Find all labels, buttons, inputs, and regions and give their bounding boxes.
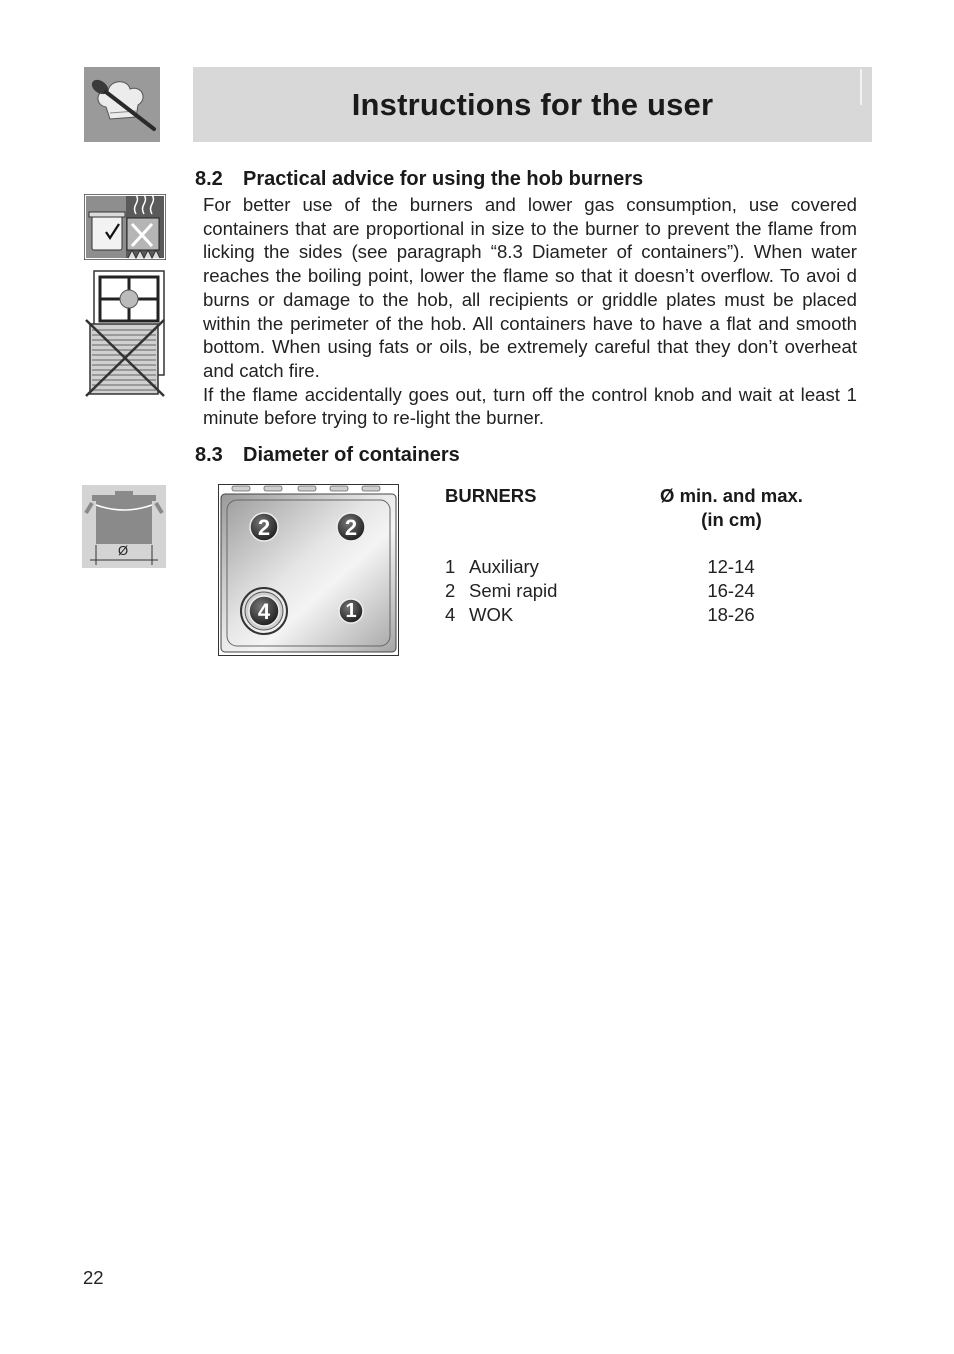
burner-name: WOK <box>469 604 514 625</box>
spoon-chef-hat-icon <box>84 67 160 142</box>
section-8-2-title <box>195 168 643 191</box>
burner-label-front-left: 4 <box>257 599 271 624</box>
burner-name: Semi rapid <box>469 580 558 601</box>
burner-label-rear-right: 2 <box>344 515 358 540</box>
pot-diameter-icon <box>82 485 166 568</box>
section-8-2-paragraph-2: If the flame accidentally goes out, turn off the control knob and wait at least 1 minute before trying to re-light the burner. <box>203 383 857 429</box>
table-rows <box>445 555 557 627</box>
burner-name: Auxiliary <box>469 556 539 577</box>
covered-pot-check-icon <box>84 194 166 260</box>
diameter-range: 12-14 <box>707 556 755 577</box>
section-8-2-paragraph-1: For better use of the burners and lower gas consumption, use covered containers that are proportional in size to the burner to prevent the flame from licking the sides (see paragraph “8.3 Diameter of containers”). When water reaches the boiling point, lower the flame so that it doesn’t overflow. To avoi d burns or damage to the hob, all recipients or griddle plates must be placed within the perimeter of the hob. All containers have to have a flat and smooth bottom. When using fats or oils, be extremely careful that they don’t overheat and catch fire. <box>203 194 857 381</box>
table-header-diameter-line-1: Ø min. and max. <box>660 485 803 506</box>
page-title: Instructions for the user <box>351 86 714 122</box>
table-header-burners: BURNERS <box>445 485 537 506</box>
section-8-2-number: 8.2 <box>195 168 223 190</box>
burner-label-rear-left: 2 <box>257 515 271 540</box>
table-ranges <box>681 555 781 627</box>
griddle-on-hob-crossed-icon <box>84 270 166 398</box>
burner-number: 2 <box>445 580 456 601</box>
table-row <box>445 579 557 603</box>
burner-number: 4 <box>445 604 456 625</box>
hob-diagram <box>218 484 399 656</box>
diameter-range: 18-26 <box>707 604 755 625</box>
burner-number: 1 <box>445 556 456 577</box>
section-8-2-heading: Practical advice for using the hob burners <box>243 168 644 190</box>
table-row <box>445 603 557 627</box>
section-8-3-title <box>195 444 460 467</box>
table-header-diameter-line-2: (in cm) <box>701 509 762 530</box>
header-bar <box>193 67 872 142</box>
section-8-2-body <box>203 193 857 430</box>
page-number: 22 <box>83 1267 104 1288</box>
pot-diameter-label: Ø <box>118 543 129 558</box>
burner-label-front-right: 1 <box>345 600 357 622</box>
table-row <box>445 555 557 579</box>
diameter-range: 16-24 <box>707 580 755 601</box>
header-logo-icon <box>84 67 160 142</box>
section-8-3-heading: Diameter of containers <box>243 444 460 466</box>
section-8-3-number: 8.3 <box>195 444 223 466</box>
